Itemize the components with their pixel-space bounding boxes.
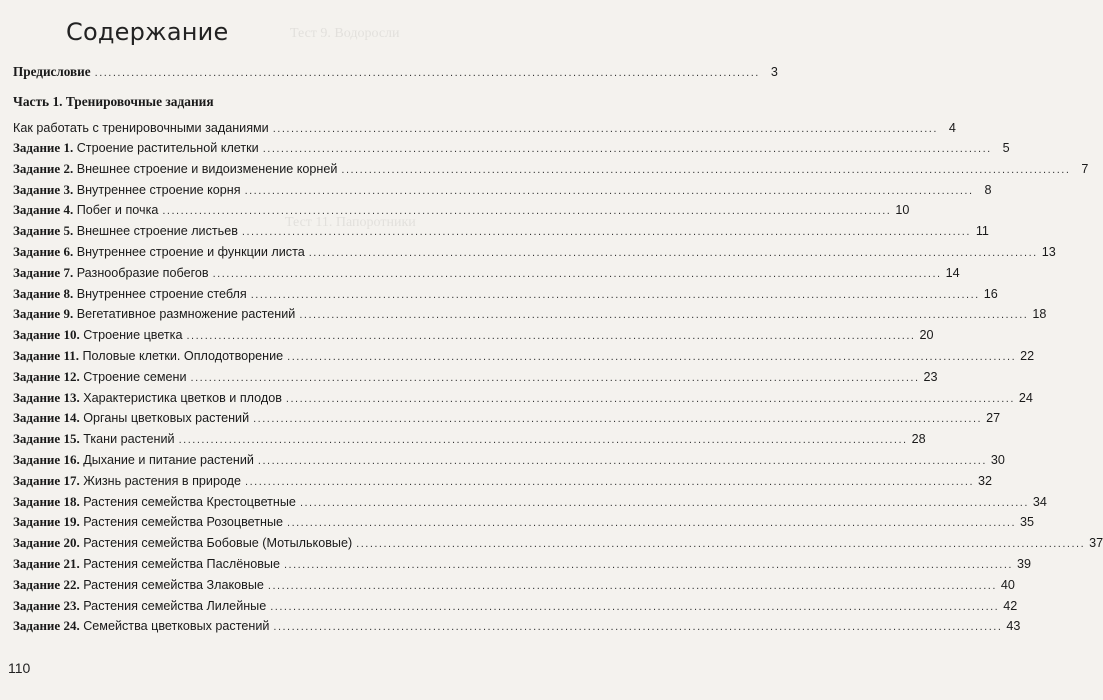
task-title: Дыхание и питание растений (83, 453, 254, 467)
toc-page-number: 18 (1032, 307, 1047, 322)
toc-entry-intro[interactable] (13, 118, 956, 138)
toc-entry-label (13, 221, 238, 241)
task-title: Растения семейства Розоцветные (83, 515, 284, 530)
leader-dots: ................................................................................................................................................................ (257, 455, 987, 467)
leader-dots: ................................................................................................................................................................ (262, 143, 992, 155)
toc-entry-task[interactable] (13, 138, 1010, 158)
toc-page-number: 40 (1000, 577, 1015, 592)
toc-page-number: 7 (1081, 161, 1089, 176)
task-number: Задание 18. (13, 493, 80, 509)
task-title: Растения семейства Бобовые (Мотыльковые) (83, 536, 353, 551)
toc-entry-label: Как работать с тренировочными заданиями (13, 121, 269, 135)
leader-dots: ................................................................................................................................................................ (250, 288, 980, 301)
task-title: Растения семейства Крестоцветные (83, 494, 296, 509)
toc-entry-task[interactable] (13, 304, 1047, 324)
task-number: Задание 22. (13, 576, 80, 592)
toc-entry-task[interactable] (13, 180, 992, 200)
show-through-text: Тест 11. Папоротники (285, 215, 416, 230)
toc-entry-task[interactable] (13, 616, 1021, 636)
task-number: Задание 15. (13, 431, 80, 447)
toc-page-number: 30 (990, 453, 1005, 467)
task-title: Растения семейства Злаковые (83, 577, 264, 592)
leader-dots: ................................................................................................................................................................ (283, 559, 1013, 571)
toc-entry-label (13, 512, 283, 532)
task-title: Разнообразие побегов (76, 265, 209, 280)
toc-entry-label (13, 471, 241, 491)
toc-entry-task[interactable] (13, 284, 998, 304)
task-number: Задание 8. (13, 285, 74, 301)
toc-entry-label (13, 284, 247, 304)
task-title: Жизнь растения в природе (83, 473, 242, 488)
toc-entry-task[interactable] (13, 367, 938, 387)
toc-entry-task[interactable] (13, 471, 993, 491)
toc-entry-task[interactable] (13, 242, 1056, 262)
toc-page-number: 11 (975, 224, 989, 239)
leader-dots: ................................................................................................................................................................ (356, 538, 1086, 551)
task-title: Половые клетки. Оплодотворение (82, 349, 284, 363)
task-title: Внутреннее строение стебля (76, 286, 247, 301)
task-number: Задание 11. (13, 348, 79, 363)
toc-page-number: 39 (1016, 557, 1031, 571)
toc-entry-label (13, 492, 296, 512)
toc-page-number: 32 (978, 473, 993, 488)
leader-dots: ................................................................................................................................................................ (308, 247, 1038, 259)
toc-page-number: 22 (1020, 349, 1035, 363)
task-title: Внешнее строение и видоизменение корней (76, 161, 338, 176)
task-title: Побег и почка (76, 203, 159, 218)
leader-dots: ................................................................................................................................................................ (299, 496, 1029, 509)
toc-entry-task[interactable] (13, 325, 934, 345)
task-number: Задание 20. (13, 535, 80, 551)
toc-page-number: 16 (983, 286, 998, 301)
task-title: Внешнее строение листьев (76, 224, 238, 239)
leader-dots: .................................................................................................................................................. (272, 123, 938, 135)
toc-page-number: 43 (1006, 619, 1021, 634)
task-number: Задание 16. (13, 452, 80, 467)
toc-page-number: 4 (948, 121, 956, 135)
task-number: Задание 21. (13, 556, 80, 571)
task-title: Растения семейства Паслёновые (83, 557, 280, 571)
leader-dots: ................................................................................................................................................................ (341, 163, 1071, 176)
leader-dots: .................................................................................................................................................. (94, 67, 760, 79)
leader-dots: ................................................................................................................................................................ (267, 579, 997, 592)
leader-dots: ................................................................................................................................................................ (285, 392, 1015, 405)
toc-page-number: 34 (1032, 494, 1047, 509)
task-number: Задание 4. (13, 202, 74, 218)
toc-entry-task[interactable] (13, 492, 1047, 512)
leader-dots: ................................................................................................................................................................ (270, 600, 1000, 613)
task-number: Задание 10. (13, 327, 80, 343)
toc-page-number: 5 (1002, 141, 1010, 155)
toc-entry-task[interactable] (13, 429, 926, 449)
task-title: Строение растительной клетки (76, 141, 259, 155)
task-number: Задание 3. (13, 181, 74, 197)
toc-page-number: 27 (986, 411, 1001, 426)
toc-page-number: 20 (919, 328, 934, 343)
toc-entry-task[interactable] (13, 554, 1031, 574)
toc-entry-task[interactable] (13, 221, 989, 241)
toc-entry-label (13, 596, 266, 616)
toc-entry-task[interactable] (13, 450, 1005, 470)
toc-entry-label (13, 242, 305, 262)
leader-dots: ................................................................................................................................................................ (287, 517, 1016, 530)
toc-entry-label (13, 450, 254, 470)
page-number: 110 (8, 660, 31, 676)
toc-entry-label (13, 180, 241, 200)
task-number: Задание 7. (13, 264, 74, 280)
task-title: Ткани растений (83, 432, 175, 447)
toc-entry-label (13, 533, 352, 553)
task-title: Внутреннее строение корня (76, 182, 241, 197)
toc-entry-label (13, 554, 280, 574)
toc-entry-label (13, 138, 259, 158)
task-number: Задание 6. (13, 244, 74, 259)
task-number: Задание 9. (13, 306, 74, 322)
task-title: Строение семени (83, 369, 187, 384)
toc-page-number: 35 (1020, 515, 1035, 530)
toc-page-number: 37 (1089, 536, 1103, 551)
toc-page-number: 3 (770, 65, 778, 79)
task-title: Органы цветковых растений (83, 411, 250, 426)
leader-dots: ................................................................................................................................................................ (253, 413, 983, 426)
task-number: Задание 24. (13, 618, 80, 634)
toc-entry-task[interactable] (13, 159, 1089, 179)
toc-entry-label (13, 325, 182, 345)
task-number: Задание 19. (13, 514, 80, 530)
toc-page-number: 28 (911, 432, 926, 447)
toc-page-number: 24 (1018, 390, 1033, 405)
toc-entry-task[interactable] (13, 533, 1103, 553)
leader-dots: ................................................................................................................................................................ (241, 226, 971, 239)
toc-entry-preface[interactable] (13, 62, 778, 82)
toc-entry-task[interactable] (13, 408, 1001, 428)
leader-dots: ................................................................................................................................................................ (245, 475, 975, 488)
toc-entry-task[interactable] (13, 200, 910, 220)
toc-entry-task[interactable] (13, 346, 1035, 366)
toc-page-number: 23 (923, 369, 938, 384)
part-heading: Часть 1. Тренировочные задания (13, 94, 214, 109)
task-title: Вегетативное размножение растений (76, 307, 296, 322)
toc-entry-label (13, 367, 187, 387)
leader-dots: ................................................................................................................................................................ (299, 309, 1029, 322)
toc-entry-task[interactable] (13, 575, 1015, 595)
page-title: Содержание (66, 18, 229, 46)
toc-entry-label (13, 304, 295, 324)
toc-entry-task[interactable] (13, 263, 960, 283)
toc-entry-label (13, 159, 337, 179)
task-number: Задание 2. (13, 160, 74, 176)
task-number: Задание 12. (13, 368, 80, 384)
toc-entry-label (13, 200, 158, 220)
toc-entry-task[interactable] (13, 596, 1018, 616)
toc-entry-label (13, 263, 209, 283)
leader-dots: ................................................................................................................................................................ (287, 351, 1017, 363)
toc-page-number: 42 (1003, 598, 1018, 613)
toc-entry-label (13, 388, 282, 408)
toc-entry-label (13, 616, 269, 636)
task-number: Задание 14. (13, 410, 80, 426)
task-title: Характеристика цветков и плодов (83, 390, 282, 405)
toc-page-number: 14 (945, 265, 960, 280)
task-title: Растения семейства Лилейные (83, 598, 267, 613)
task-title: Строение цветка (83, 328, 183, 343)
toc-entry-label (13, 408, 249, 428)
toc-page-number: 13 (1041, 245, 1056, 259)
toc-page-number: 10 (895, 203, 910, 218)
task-number: Задание 1. (13, 140, 74, 155)
leader-dots: ................................................................................................................................................................ (186, 330, 916, 343)
toc-page-number: 8 (984, 182, 992, 197)
toc-entry-label: Предисловие (13, 64, 91, 79)
leader-dots: ................................................................................................................................................................ (273, 621, 1003, 634)
leader-dots: ................................................................................................................................................................ (162, 205, 892, 218)
task-title: Внутреннее строение и функции листа (76, 245, 305, 259)
show-through-text: Тест 9. Водоросли (290, 26, 400, 41)
toc-entry-label (13, 429, 175, 449)
toc-entry-label (13, 346, 283, 366)
leader-dots: ................................................................................................................................................................ (190, 371, 920, 384)
task-number: Задание 5. (13, 223, 74, 239)
leader-dots: ................................................................................................................................................................ (212, 267, 942, 280)
task-number: Задание 17. (13, 472, 80, 488)
toc-entry-task[interactable] (13, 388, 1033, 408)
task-number: Задание 13. (13, 389, 80, 405)
task-title: Семейства цветковых растений (83, 619, 270, 634)
task-number: Задание 23. (13, 597, 80, 613)
toc-entry-task[interactable] (13, 512, 1035, 532)
leader-dots: ................................................................................................................................................................ (178, 434, 908, 447)
leader-dots: ................................................................................................................................................................ (244, 184, 974, 197)
toc-entry-label (13, 575, 264, 595)
